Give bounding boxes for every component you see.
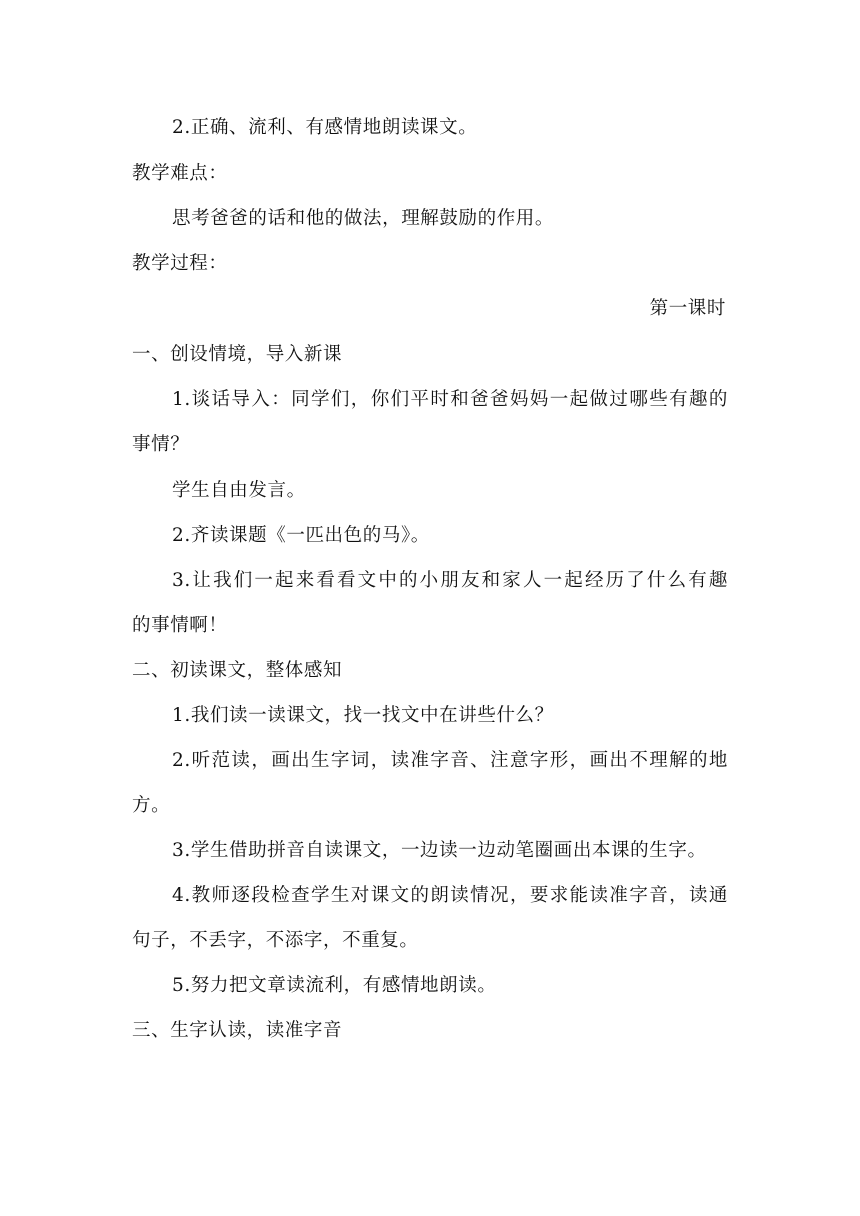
part-2-heading: 二、初读课文，整体感知 xyxy=(132,660,343,681)
part-2-item-2-line-1: 2.听范读，画出生字词，读准字音、注意字形，画出不理解的地 xyxy=(172,750,728,771)
part-1-item-1-line-1: 1.谈话导入：同学们，你们平时和爸爸妈妈一起做过哪些有趣的 xyxy=(172,389,728,410)
part-3-heading: 三、生字认读，读准字音 xyxy=(132,1020,343,1041)
objective-2-line: 2.正确、流利、有感情地朗读课文。 xyxy=(172,117,478,138)
section-heading-difficulty: 教学难点： xyxy=(132,163,228,184)
part-2-item-2-line-2: 方。 xyxy=(132,795,171,816)
part-1-item-2-line: 2.齐读课题《一匹出色的马》。 xyxy=(172,525,430,546)
part-1-heading: 一、创设情境，导入新课 xyxy=(132,344,343,365)
part-2-item-4-line-1: 4.教师逐段检查学生对课文的朗读情况，要求能读准字音，读通 xyxy=(172,885,728,906)
part-2-item-5-line: 5.努力把文章读流利，有感情地朗读。 xyxy=(172,975,497,996)
part-1-item-3-line-2: 的事情啊！ xyxy=(132,615,228,636)
part-2-item-4-line-2: 句子，不丢字，不添字，不重复。 xyxy=(132,930,419,951)
part-2-item-3-line: 3.学生借助拼音自读课文，一边读一边动笔圈画出本课的生字。 xyxy=(172,840,707,861)
part-2-item-1-line: 1.我们读一读课文，找一找文中在讲些什么？ xyxy=(172,705,554,726)
student-response-line: 学生自由发言。 xyxy=(172,480,306,501)
lesson-period-label: 第一课时 xyxy=(649,298,726,319)
part-1-item-1-line-2: 事情？ xyxy=(132,434,190,455)
part-1-item-3-line-1: 3.让我们一起来看看文中的小朋友和家人一起经历了什么有趣 xyxy=(172,570,728,591)
difficulty-text-line: 思考爸爸的话和他的做法，理解鼓励的作用。 xyxy=(172,208,555,229)
section-heading-process: 教学过程： xyxy=(132,253,228,274)
